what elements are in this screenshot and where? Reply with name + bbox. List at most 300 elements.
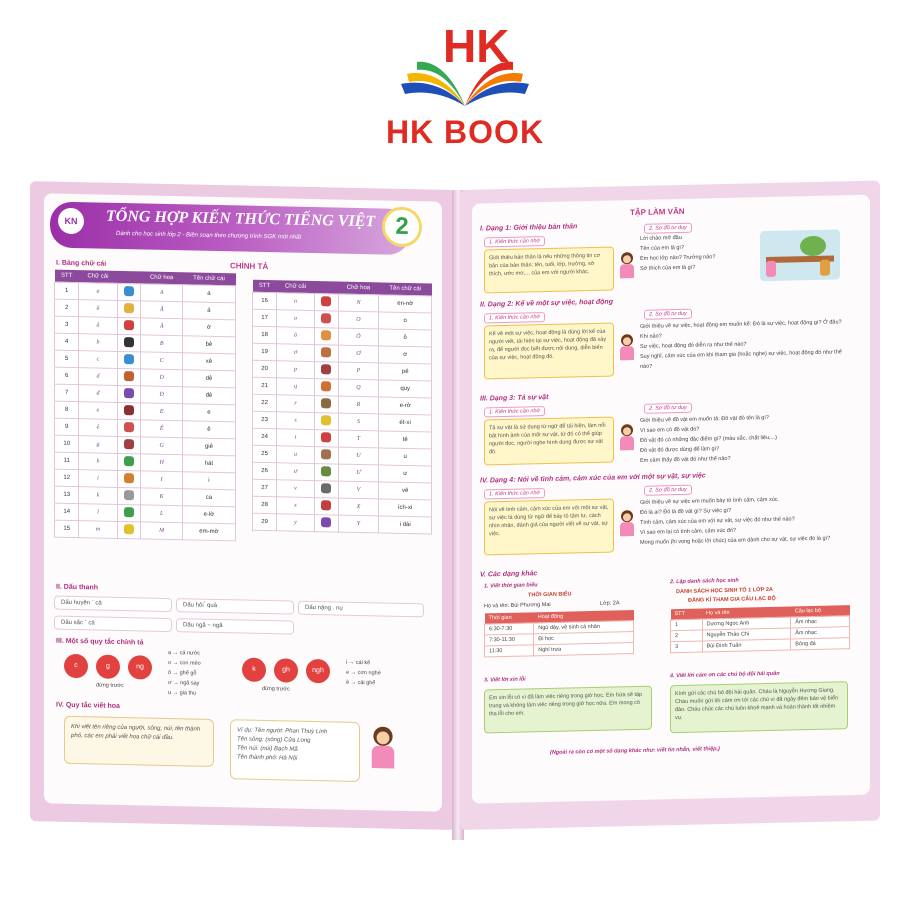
letter: u (277, 445, 315, 463)
picture-icon (321, 432, 331, 442)
uppercase-letter: Q (338, 379, 379, 397)
letter-picture (314, 480, 338, 497)
uppercase-letter: L (141, 504, 182, 522)
letter-picture (117, 283, 141, 301)
girl-icon (618, 252, 636, 278)
row-number: 18 (253, 326, 277, 344)
letter-picture (117, 300, 141, 318)
uppercase-letter: M (141, 521, 182, 539)
letter-picture (117, 317, 141, 335)
picture-icon (321, 415, 331, 425)
knowledge-tag: 1. Kiến thức cần nhớ (484, 236, 545, 247)
uppercase-letter: T (338, 430, 379, 448)
table-cell: Dương Ngọc Anh (702, 617, 791, 630)
hk-book-logo (385, 14, 545, 150)
uppercase-letter: A (141, 283, 182, 301)
uppercase-letter: Ă (141, 300, 182, 318)
letter-name: ét-xì (379, 413, 432, 431)
type-4-heading: IV. Dạng 4: Nói về tình cảm, cảm xúc của em với một sự vật, sự việc (480, 472, 706, 485)
letter-name: a (182, 284, 235, 302)
letter-picture (117, 453, 141, 471)
letter-name: á (182, 301, 235, 319)
letter-picture (117, 402, 141, 420)
row-number: 5 (55, 350, 79, 368)
uppercase-letter: G (141, 436, 182, 454)
rule-item: o → con mèo (168, 659, 201, 667)
rule-before-2: đứng trước (262, 685, 290, 693)
letter-picture (117, 368, 141, 386)
letter: v (277, 479, 315, 497)
type-3-box: Tả sự vật là sử dụng từ ngữ để tái hiện, làm nổi bật hình ảnh của một sự vật, từ đó có thể giúp người đọc, người nghe hình dung được sự vật đó. (484, 417, 614, 466)
row-number: 26 (253, 462, 277, 480)
picture-icon (124, 371, 134, 381)
picture-icon (321, 466, 331, 476)
row-number: 22 (253, 394, 277, 412)
picture-icon (124, 473, 134, 483)
page-subtitle: Dành cho học sinh lớp 2 - Biên soạn theo chương trình SGK mới nhất (116, 230, 302, 241)
type-2-heading: II. Dạng 2: Kể về một sự việc, hoạt động (480, 298, 613, 309)
mindmap-tag: 2. Sơ đồ tư duy (644, 223, 692, 234)
letter-name: ư (379, 464, 432, 482)
spelling-title: CHÍNH TẢ (230, 261, 269, 272)
col-name: Tên chữ cái (182, 272, 235, 285)
row-number: 9 (55, 418, 79, 436)
row-number: 4 (55, 333, 79, 351)
caps-examples (230, 719, 360, 782)
letter-picture (117, 334, 141, 352)
letter-picture (314, 361, 338, 378)
type-4-questions (640, 493, 850, 548)
picture-icon (321, 449, 331, 459)
question: Em cảm thấy đồ vật đó như thế nào? (640, 455, 731, 464)
uppercase-letter: S (338, 413, 379, 431)
letter-name: i (182, 471, 235, 489)
mindmap-tag: 2. Sơ đồ tư duy (644, 485, 692, 496)
uppercase-letter: E (141, 402, 182, 420)
letter-name: quy (379, 379, 432, 397)
picture-icon (124, 286, 134, 296)
letter-picture (314, 463, 338, 480)
table-cell: 3 (671, 641, 703, 653)
uppercase-letter: B (141, 334, 182, 352)
table-cell: Ngủ dậy, vệ sinh cá nhân (534, 621, 634, 634)
alphabet-table-1 (54, 270, 236, 541)
letter: ư (277, 462, 315, 480)
table-cell: 2 (671, 630, 703, 642)
col-stt: STT (55, 270, 79, 283)
rule-before-1: đứng trước (96, 682, 124, 690)
letter: b (79, 333, 117, 351)
letter: m (79, 520, 117, 538)
uppercase-letter: Ơ (338, 345, 379, 363)
row-number: 8 (55, 401, 79, 419)
question: Đồ vật đó có những đặc điểm gì? (màu sắc, chất liệu,...) (640, 434, 777, 444)
row-number: 6 (55, 367, 79, 385)
question: Vì sao em có đồ vật đó? (640, 426, 700, 434)
row-number: 29 (253, 513, 277, 531)
letter-name: i dài (379, 515, 432, 533)
letter: t (277, 428, 315, 446)
question: Giới thiệu về sự việc, hoạt động em muốn kể: Đó là sự việc, hoạt động gì? Ở đâu? Khi nào? (640, 319, 842, 340)
letter-picture (314, 327, 338, 344)
question: Vì sao em lại có tình cảm, cảm xúc đó? (640, 527, 736, 536)
row-number: 28 (253, 496, 277, 514)
table-cell: Đi học (534, 632, 634, 645)
row-number: 20 (253, 360, 277, 378)
row-number: 19 (253, 343, 277, 361)
section-caps: IV. Quy tắc viết hoa (56, 701, 120, 710)
letter-picture (117, 351, 141, 369)
section-rules: III. Một số quy tắc chính tả (56, 637, 144, 647)
caps-note: Khi viết tên riêng của người, sông, núi, tên thành phố, các em phải viết hoa chữ cái đầu. (64, 716, 214, 767)
type-1-box: Giới thiệu bản thân là nêu những thông tin cơ bản của bản thân: tên, tuổi, lớp, trường, sở thích, ước mơ,... của em với người khác. (484, 247, 614, 294)
letter: h (79, 452, 117, 470)
picture-icon (124, 303, 134, 313)
uppercase-letter: Â (141, 317, 182, 335)
letter-picture (117, 504, 141, 522)
letter-name: ớ (182, 318, 235, 336)
picture-icon (124, 524, 134, 534)
list-title-2: ĐĂNG KÍ THAM GIA CÂU LẠC BỘ (688, 595, 776, 604)
letter-picture (314, 344, 338, 361)
col-club: Câu lạc bộ (791, 605, 850, 617)
letter: x (277, 496, 315, 514)
booklet (30, 190, 880, 840)
row-number: 24 (253, 428, 277, 446)
tone-label: Dấu sắc (61, 619, 84, 627)
rule-item: e → cơn nghé (346, 669, 381, 677)
row-number: 1 (55, 282, 79, 300)
letter-name: xê (182, 352, 235, 370)
list-caption: 2. Lập danh sách học sinh (670, 577, 739, 586)
question: Giới thiệu về đồ vật em muốn tả: Đồ vật đó tên là gì? (640, 414, 769, 424)
picture-icon (321, 517, 331, 527)
type-1-heading: I. Dạng 1: Giới thiệu bản thân (480, 223, 578, 233)
picture-icon (124, 320, 134, 330)
letter-picture (117, 419, 141, 437)
uppercase-letter: P (338, 362, 379, 380)
tone-label: Dấu hỏi (183, 602, 204, 609)
letter-name: ê (182, 420, 235, 438)
picture-icon (124, 490, 134, 500)
caps-example: Tên thành phố: Hà Nội (237, 754, 298, 762)
letter-name: ca (182, 488, 235, 506)
picture-icon (124, 354, 134, 364)
row-number: 14 (55, 503, 79, 521)
thanks-box: Kính gửi các chú bộ đội hải quân. Cháu là Nguyễn Hương Giang. Cháu muốn gửi lời cảm ơn tới các chú vì đã ngày đêm bảo vệ biển đảo. Cháu chúc các chú luôn khoẻ mạnh và hoàn thành tốt nhiệm vụ. (670, 681, 848, 733)
row-number: 23 (253, 411, 277, 429)
col-upper: Chữ hoa (141, 271, 182, 284)
type-2-box: Kể về một sự việc, hoạt động là dùng lời kể của người viết, tái hiện lại sự việc, hoạt động đã xảy ra, để người đọc biết được nội dung, diễn biến của sự việc, hoạt động đó. (484, 323, 614, 380)
letter: d (79, 367, 117, 385)
rule-circle-c: c (64, 654, 88, 679)
tone-example: cà (95, 600, 102, 607)
table-cell: 11:30 (485, 645, 534, 657)
park-illustration (760, 229, 840, 281)
question: Giới thiệu về sự việc em muốn bày tỏ tình cảm, cảm xúc. (640, 496, 780, 506)
row-number: 3 (55, 316, 79, 334)
caps-example: Ví dụ: Tên người: Phan Thuỳ Linh (237, 727, 328, 736)
picture-icon (321, 347, 331, 357)
question: Em học lớp nào? Trường nào? (640, 254, 716, 262)
letter-picture (314, 514, 338, 531)
alphabet-table-2 (252, 280, 432, 534)
uppercase-letter: O (338, 311, 379, 329)
letter-picture (314, 395, 338, 412)
letter: g (79, 435, 117, 453)
letter: o (277, 309, 315, 327)
girl-icon (618, 334, 636, 360)
letter-name: giê (182, 437, 235, 455)
schedule-table (484, 610, 634, 657)
question: Mong muốn (hi vọng hoặc lời chúc) của em dành cho sự vật, sự việc đó là gì? (640, 535, 831, 546)
book-logo-icon (395, 14, 535, 109)
schedule-class: Lớp: 2A (600, 600, 620, 607)
row-number: 15 (55, 520, 79, 538)
uppercase-letter: R (338, 396, 379, 414)
uppercase-letter: Đ (141, 385, 182, 403)
picture-icon (321, 296, 331, 306)
schedule-title: THỜI GIAN BIỂU (528, 591, 572, 599)
composition-title: TẬP LÀM VĂN (630, 206, 685, 218)
question: Sự việc, hoạt động đó diễn ra như thế nào? (640, 341, 747, 350)
tone-label: Dấu huyền (61, 599, 91, 607)
letter-name: vê (379, 481, 432, 499)
uppercase-letter: Ô (338, 328, 379, 346)
col-stt: STT (671, 609, 703, 620)
knowledge-tag: 1. Kiến thức cần nhớ (484, 312, 545, 323)
picture-icon (321, 500, 331, 510)
tone-label: Dấu ngã (183, 622, 206, 629)
girl-icon (618, 424, 636, 450)
letter: â (79, 316, 117, 334)
table-cell: Bùi Đình Tuấn (702, 639, 791, 652)
col-upper: Chữ hoa (338, 282, 379, 295)
row-number: 25 (253, 445, 277, 463)
uppercase-letter: I (141, 470, 182, 488)
row-number: 12 (55, 469, 79, 487)
question: Đó là ai? Đó là đồ vật gì? Sự việc gì? (640, 507, 732, 516)
type-3-heading: III. Dạng 3: Tả sự vật (480, 393, 549, 403)
uppercase-letter: U (338, 447, 379, 465)
svg-text:HK: HK (443, 20, 510, 72)
footer-note: (Ngoài ra còn có một số dạng khác như: viết tin nhắn, viết thiệp,) (550, 746, 720, 756)
alphabet-row (55, 520, 236, 541)
rule-item: ơ → ngả say (168, 679, 200, 687)
schedule-name: Họ và tên: Bùi Phương Mai (484, 601, 551, 610)
table-cell: Nguyễn Thảo Chi (702, 628, 791, 641)
uppercase-letter: Ư (338, 464, 379, 482)
letter-picture (314, 446, 338, 463)
tone-tilde: Dấu ngã ~ ngã (176, 618, 294, 634)
letter-name: đê (182, 386, 235, 404)
rule-item: a → cá nước (168, 649, 201, 657)
right-page (460, 180, 880, 830)
col-picture (314, 281, 338, 293)
rule-circle-g: g (96, 654, 120, 679)
alphabet-row (253, 513, 432, 534)
row-number: 2 (55, 299, 79, 317)
rule-item: ê → cái ghế (346, 679, 376, 687)
caps-example: Tên sông: (sông) Cửa Long (237, 736, 311, 744)
list-title-1: DANH SÁCH HỌC SINH TỔ 1 LỚP 2A (676, 586, 773, 596)
col-picture (117, 271, 141, 284)
left-page (30, 181, 455, 830)
rule-circle-ngh: ngh (306, 659, 330, 684)
caps-example: Tên núi: (núi) Bạch Mã (237, 745, 298, 753)
uppercase-letter: D (141, 368, 182, 386)
left-header (50, 202, 410, 256)
row-number: 17 (253, 309, 277, 327)
rule-circle-k: k (242, 658, 266, 683)
letter: e (79, 401, 117, 419)
uppercase-letter: Ê (141, 419, 182, 437)
letter: ă (79, 299, 117, 317)
picture-icon (321, 330, 331, 340)
rule-circle-ng: ng (128, 655, 152, 680)
letter-name: tê (379, 430, 432, 448)
letter: q (277, 377, 315, 395)
letter-name: pê (379, 362, 432, 380)
letter-picture (314, 378, 338, 395)
uppercase-letter: K (141, 487, 182, 505)
col-activity: Hoạt động (534, 610, 634, 623)
letter: a (79, 282, 117, 300)
girl-icon (618, 510, 636, 536)
picture-icon (124, 388, 134, 398)
tone-label: Dấu nặng (305, 604, 332, 612)
rule-circle-gh: gh (274, 658, 298, 683)
letter-name: hát (182, 454, 235, 472)
picture-icon (124, 405, 134, 415)
page-title: TỔNG HỢP KIẾN THỨC TIẾNG VIỆT (106, 207, 376, 231)
table-cell: 7:30-11:30 (485, 634, 534, 646)
table-cell: Nghỉ trưa (534, 643, 634, 656)
uppercase-letter: H (141, 453, 182, 471)
row-number: 13 (55, 486, 79, 504)
question: Đồ vật đó được dùng để làm gì? (640, 446, 720, 454)
knowledge-tag: 1. Kiến thức cần nhớ (484, 488, 545, 499)
thanks-caption: 4. Viết lời cảm ơn các chú bộ đội hải quân (670, 670, 780, 680)
rule-list-1 (168, 648, 201, 699)
letter-picture (117, 436, 141, 454)
row-number: 16 (253, 292, 277, 310)
girl-illustration (369, 726, 398, 768)
letter: s (277, 411, 315, 429)
tone-example: ngã (212, 622, 223, 630)
question: Tên của em là gì? (640, 244, 685, 252)
knowledge-tag: 1. Kiến thức cần nhớ (484, 406, 545, 417)
mindmap-tag: 2. Sơ đồ tư duy (644, 309, 692, 320)
picture-icon (321, 313, 331, 323)
uppercase-letter: C (141, 351, 182, 369)
picture-icon (124, 456, 134, 466)
picture-icon (321, 483, 331, 493)
table-cell: Âm nhạc (791, 616, 850, 628)
tone-dot: Dấu nặng . nụ (298, 601, 424, 618)
col-name: Tên chữ cái (379, 282, 432, 295)
letter-name: ô (379, 328, 432, 346)
letter-name: em-mờ (182, 522, 235, 540)
club-list-table (670, 605, 850, 653)
letter-name: e-lờ (182, 505, 235, 523)
logo-text: HK BOOK (385, 114, 545, 150)
letter-name: bê (182, 335, 235, 353)
tone-hook: Dấu hỏi ̉ quả (176, 598, 294, 614)
question: Tình cảm, cảm xúc của em với sự vật, sự việc đó như thế nào? (640, 516, 795, 526)
col-time: Thời gian (485, 612, 534, 624)
type-2-questions (640, 317, 850, 372)
type-5-heading: V. Các dạng khác (480, 570, 538, 579)
section-alphabet: I. Bảng chữ cái (56, 259, 107, 268)
letter-picture (314, 310, 338, 327)
letter-picture (117, 521, 141, 539)
apology-caption: 3. Viết lời xin lỗi (484, 676, 526, 684)
letter-picture (117, 487, 141, 505)
letter: i (79, 469, 117, 487)
col-letter: Chữ cái (79, 270, 117, 283)
picture-icon (321, 381, 331, 391)
rule-item: ô → ghế gỗ (168, 669, 197, 677)
letter-name: en-nờ (379, 294, 432, 312)
tone-acute: Dấu sắc ´ cá (54, 616, 172, 632)
tone-example: quả (207, 602, 218, 610)
table-cell: Bóng đá (791, 638, 850, 650)
letter-name: o (379, 311, 432, 329)
table-cell: Âm nhạc (791, 627, 850, 639)
letter: r (277, 394, 315, 412)
letter-name: e-rờ (379, 396, 432, 414)
schedule-caption: 1. Viết thời gian biểu (484, 582, 538, 590)
uppercase-letter: X (338, 498, 379, 516)
grade-number: 2 (382, 206, 422, 247)
letter: c (79, 350, 117, 368)
letter-picture (314, 429, 338, 446)
tone-example: cá (88, 620, 95, 627)
row-number: 7 (55, 384, 79, 402)
section-tones: II. Dấu thanh (56, 583, 98, 592)
type-3-questions (640, 411, 850, 466)
letter: ơ (277, 343, 315, 361)
row-number: 10 (55, 435, 79, 453)
question: Sở thích của em là gì? (640, 264, 696, 272)
rule-item: i → cái kẽ (346, 659, 371, 667)
row-number: 11 (55, 452, 79, 470)
letter: n (277, 292, 315, 310)
uppercase-letter: Y (338, 515, 379, 533)
table-cell: 1 (671, 619, 703, 631)
letter-picture (314, 497, 338, 514)
uppercase-letter: V (338, 481, 379, 499)
letter: ê (79, 418, 117, 436)
type-1-questions (640, 232, 715, 274)
picture-icon (321, 364, 331, 374)
letter-name: dê (182, 369, 235, 387)
picture-icon (124, 507, 134, 517)
apology-box: Em xin lỗi cô vì đã làm việc riêng trong giờ học. Em hứa sẽ tập trung và không làm việc riêng trong giờ học nữa. Em mong cô tha lỗi cho em. (484, 686, 652, 734)
uppercase-letter: N (338, 294, 379, 312)
letter-picture (314, 293, 338, 310)
type-4-box: Nói về tình cảm, cảm xúc của em với một sự vật, sự việc là dùng từ ngữ để bày tỏ tâm tư, cách nhìn nhận, đánh giá của người viết về sự vật, sự việc. (484, 499, 614, 556)
mindmap-tag: 2. Sơ đồ tư duy (644, 403, 692, 414)
row-number: 27 (253, 479, 277, 497)
letter-picture (117, 470, 141, 488)
question: Suy nghĩ, cảm xúc của em khi tham gia (hoặc nghe) sự việc, hoạt động đó như thế nào? (640, 349, 842, 370)
rule-list-2 (346, 658, 381, 689)
letter-picture (117, 385, 141, 403)
letter-picture (314, 412, 338, 429)
rule-item: u → gia thu (168, 689, 197, 697)
